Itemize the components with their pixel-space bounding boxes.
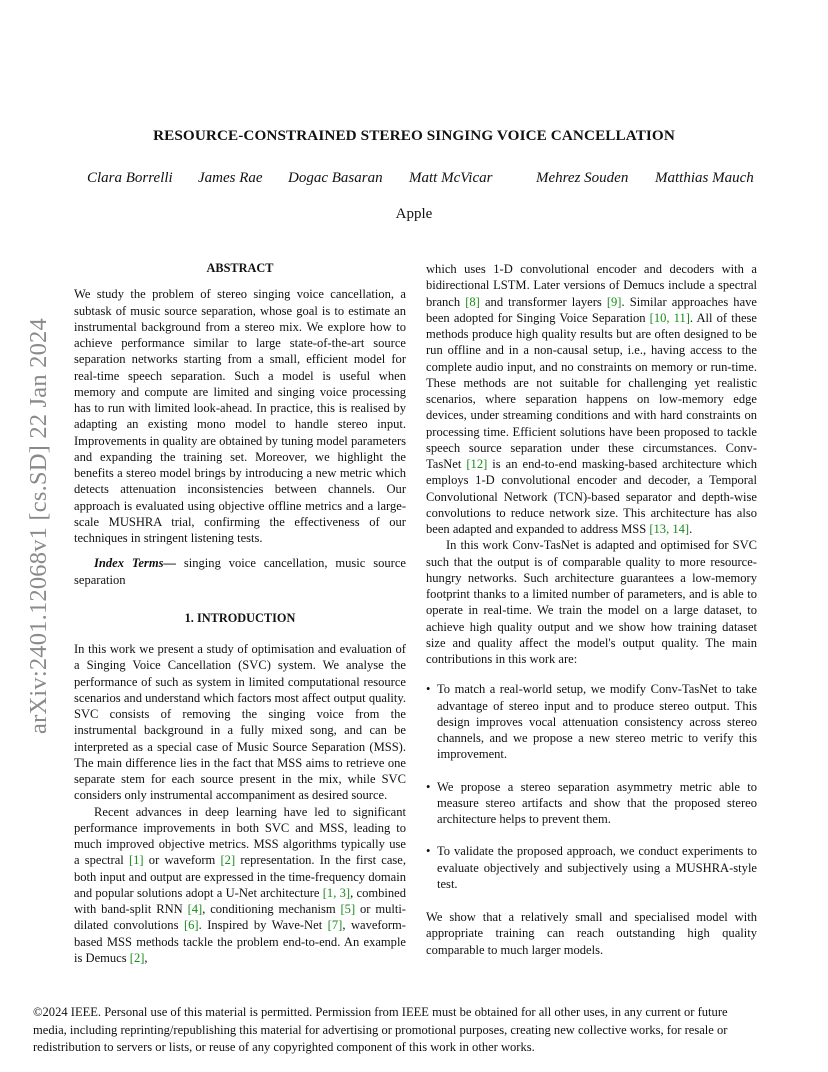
citation-link[interactable]: [4] xyxy=(187,902,203,916)
arxiv-id-text: arXiv:2401.12068v1 [cs.SD] 22 Jan 2024 xyxy=(25,317,52,734)
abstract-text: We study the problem of stereo singing voice cancellation, a subtask of music source separation, whose goal is to estimate an instrumental background from a stereo mix. We explore how to achieve performance similar to large state-of-the-art source separation networks starting from a small, efficient model for real-time speech separation. Such a model is useful when memory and compute are limited and singing voice processing has to run with limited look-ahead. In practice, this is realised by adapting an existing mono model to handle stereo input. Improvements in quality are obtained by tuning model parameters and expanding the training set. Moreover, we highlight the benefits a stereo model brings by introducing a new metric which detects attenuation inconsistencies between channels. Our approach is evaluated using objective offline metrics and a large-scale MUSHRA trial, confirming the effectiveness of our techniques in stringent listening tests. xyxy=(74,287,406,545)
citation-link[interactable]: [2] xyxy=(220,853,236,868)
author-name: Dogac Basaran xyxy=(288,170,383,186)
contribution-list xyxy=(426,681,757,892)
citation-link[interactable]: [1, 3] xyxy=(322,885,351,900)
bullet-marker: • xyxy=(426,682,431,697)
author-name: James Rae xyxy=(198,170,263,186)
citation-link[interactable]: [12] xyxy=(466,457,488,471)
citation-link[interactable]: [2] xyxy=(129,950,145,965)
index-terms xyxy=(74,555,406,588)
author-name: Clara Borrelli xyxy=(87,170,173,186)
citation-link[interactable]: [1] xyxy=(128,853,144,868)
intro-paragraph-1: In this work we present a study of optimisation and evaluation of a Singing Voice Cancellation (SVC) system. We analyse the performance of such as system in limited computational resource scenarios and understand which factors most affect output quality. SVC consists of removing the singing voice from the instrumental background in a fully mixed song, and can be interpreted as a special case of Music Source Separation (MSS). The main difference lies in the fact that MSS aims to retrieve one separate stem for each source present in the mix, while SVC considers only instrumental accompaniment as desired source. xyxy=(74,642,406,803)
author-name: Matthias Mauch xyxy=(655,170,754,186)
citation-link[interactable]: [8] xyxy=(465,294,480,309)
left-column xyxy=(74,260,406,966)
list-item: • To match a real-world setup, we modify Conv-TasNet to take advantage of stereo input and to produce stereo output. This design improves vocal attenuation consistency across stereo channels, and we propose a new stereo metric to verify this improvement. xyxy=(426,682,757,762)
citation-link[interactable]: [9] xyxy=(606,294,622,309)
citation-link[interactable]: [13, 14] xyxy=(649,522,690,536)
bullet-marker: • xyxy=(426,779,431,794)
intro-paragraph-4: In this work Conv-TasNet is adapted and optimised for SVC such that the output is of comparable quality to more resource-hungry networks. Such architecture guarantees a low-memory footprint thanks to a limited number of parameters, and is able to operate in real-time. We train the model on a large dataset, to achieve high quality output and we show how training dataset size and quality affect the model's output quality. The main contributions in this work are: xyxy=(426,538,757,666)
intro-paragraph-3: which uses 1-D convolutional encoder and decoders with a bidirectional LSTM. Later versions of Demucs include a spectral branch [8] and transformer layers [9]. Similar approaches have been adopted for Singing Voice Separation [10, 11]. All of these methods produce high quality results but are often designed to be run offline and in a non-causal setup, i.e., having access to the complete audio input, and no constraints on memory or run-time. These methods are not suitable for challenging yet realistic scenarios, where separation happens on low-memory edge devices, under streaming conditions and with hard constraints on processing time. Efficient solutions have been proposed to tackle speech source separation under these circumstances. Conv-TasNet [12] is an end-to-end masking-based architecture which employs 1-D convolutional encoder and decoder, a Temporal Convolutional Network (TCN)-based separator and depth-wise convolutions to reduce network size. This architecture has also been adapted and expanded to address MSS [13, 14]. xyxy=(426,262,758,536)
paper-title: RESOURCE-CONSTRAINED STEREO SINGING VOICE CANCELLATION xyxy=(153,127,675,144)
citation-link[interactable]: [10, 11] xyxy=(649,310,690,325)
arxiv-identifier-stamp xyxy=(22,293,56,758)
bullet-marker: • xyxy=(426,844,431,859)
right-column xyxy=(426,261,757,958)
intro-paragraph-2: Recent advances in deep learning have led to significant performance improvements in both SVC and MSS, leading to much improved objective metrics. MSS algorithms typically use a spectral [1] or waveform [2] representation. In the first case, both input and output are expressed in the time-frequency domain and popular solutions adopt a U-Net architecture [1, 3], combined with band-split RNN [4], conditioning mechanism [5] or multi-dilated convolutions [6]. Inspired by Wave-Net [7], waveform-based MSS methods tackle the problem end-to-end. An example is Demucs [2], xyxy=(74,804,407,965)
copyright-notice: ©2024 IEEE. Personal use of this material is permitted. Permission from IEEE must be obtained for all other uses, in any current or future media, including reprinting/republishing this material for advertising or promotional purposes, creating new collective works, for resale or redistribution to servers or lists, or reuse of any copyrighted component of this work in other works. xyxy=(33,1005,728,1054)
intro-paragraph-5: We show that a relatively small and specialised model with appropriate training can reach outstanding high quality comparable to much larger models. xyxy=(426,910,757,957)
author-name: Matt McVicar xyxy=(409,170,493,186)
list-item: • We propose a stereo separation asymmetry metric able to measure stereo artifacts and show that the proposed stereo architecture helps to prevent them. xyxy=(426,779,757,826)
citation-link[interactable]: [6] xyxy=(183,918,199,933)
affiliation: Apple xyxy=(395,206,433,222)
author-list xyxy=(0,170,828,190)
index-terms-text: singing voice cancellation, music source separation xyxy=(74,556,406,587)
introduction-heading: 1. INTRODUCTION xyxy=(184,610,296,625)
citation-link[interactable]: [5] xyxy=(340,902,356,916)
abstract-heading: ABSTRACT xyxy=(206,261,274,275)
author-name: Mehrez Souden xyxy=(536,170,629,186)
index-terms-label: Index Terms— xyxy=(94,556,177,571)
citation-link[interactable]: [7] xyxy=(327,918,343,933)
list-item: • To validate the proposed approach, we conduct experiments to evaluate objectively and subjectively using a MUSHRA-style test. xyxy=(426,844,757,891)
